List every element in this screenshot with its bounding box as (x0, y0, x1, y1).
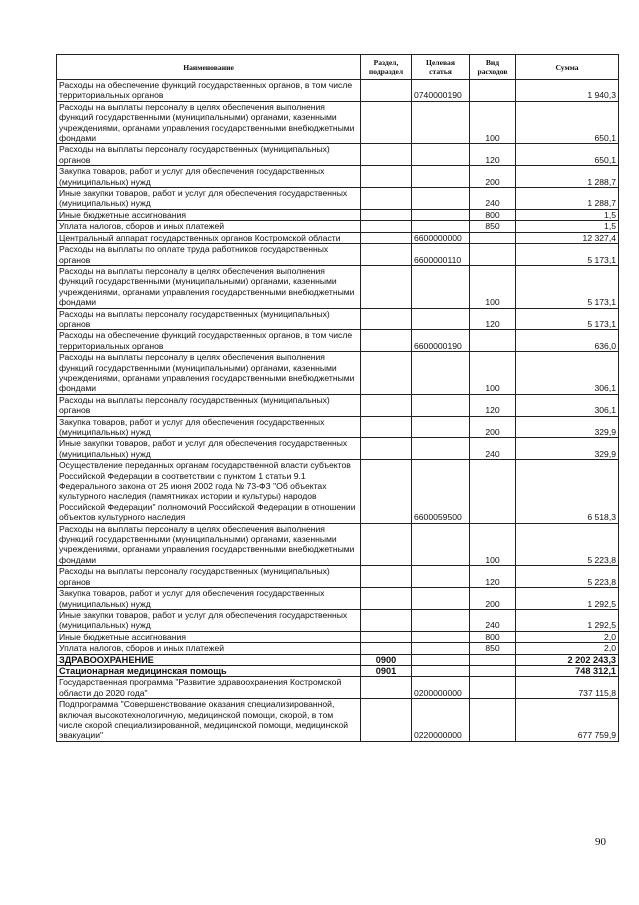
header-target: Целевая статья (412, 55, 470, 80)
cell-name: Закупка товаров, работ и услуг для обеспечения государственных (муниципальных) нужд (57, 166, 361, 188)
cell-section (361, 80, 412, 102)
cell-target: 0200000000 (412, 677, 470, 699)
cell-section (361, 699, 412, 742)
table-row (57, 352, 619, 395)
table-row (57, 438, 619, 460)
cell-name: Государственная программа "Развитие здравоохранения Костромской области до 2020 года" (57, 677, 361, 699)
cell-expense: 240 (470, 438, 516, 460)
cell-name: Стационарная медицинская помощь (57, 665, 361, 676)
table-row (57, 166, 619, 188)
table-row (57, 232, 619, 243)
cell-amount: 5 173,1 (516, 308, 619, 330)
cell-target (412, 144, 470, 166)
cell-target (412, 566, 470, 588)
table-row (57, 699, 619, 742)
cell-name: Расходы на выплаты персоналу в целях обеспечения выполнения функций государственными (муниципальными) органами, казенными учреждениями, органами управления государственными внебюджетными фондами (57, 265, 361, 308)
cell-target (412, 188, 470, 210)
table-row (57, 665, 619, 676)
cell-section (361, 209, 412, 220)
cell-target (412, 643, 470, 654)
cell-name: Иные закупки товаров, работ и услуг для обеспечения государственных (муниципальных) нужд (57, 609, 361, 631)
cell-section (361, 265, 412, 308)
cell-target (412, 394, 470, 416)
cell-amount: 677 759,9 (516, 699, 619, 742)
cell-name: Расходы на выплаты персоналу государственных (муниципальных) органов (57, 566, 361, 588)
cell-name: Уплата налогов, сборов и иных платежей (57, 221, 361, 232)
cell-expense: 120 (470, 566, 516, 588)
cell-target (412, 416, 470, 438)
cell-name: Центральный аппарат государственных органов Костромской области (57, 232, 361, 243)
cell-amount: 1,5 (516, 209, 619, 220)
table-row (57, 330, 619, 352)
cell-section (361, 101, 412, 144)
cell-name: Расходы на выплаты персоналу государственных (муниципальных) органов (57, 308, 361, 330)
cell-expense: 200 (470, 588, 516, 610)
cell-target (412, 166, 470, 188)
cell-section (361, 166, 412, 188)
cell-section (361, 438, 412, 460)
cell-amount: 737 115,8 (516, 677, 619, 699)
table-row (57, 677, 619, 699)
table-row (57, 609, 619, 631)
cell-amount: 1,5 (516, 221, 619, 232)
cell-section (361, 330, 412, 352)
cell-expense: 200 (470, 416, 516, 438)
cell-target: 6600000000 (412, 232, 470, 243)
cell-expense (470, 244, 516, 266)
cell-expense: 120 (470, 144, 516, 166)
cell-expense (470, 665, 516, 676)
cell-expense: 100 (470, 101, 516, 144)
cell-name: Расходы на выплаты персоналу в целях обеспечения выполнения функций государственными (муниципальными) органами, казенными учреждениями, органами управления государственными внебюджетными фондами (57, 523, 361, 566)
cell-target (412, 352, 470, 395)
cell-name: ЗДРАВООХРАНЕНИЕ (57, 654, 361, 665)
cell-section (361, 394, 412, 416)
cell-section (361, 416, 412, 438)
cell-expense: 850 (470, 221, 516, 232)
cell-section (361, 232, 412, 243)
cell-amount: 5 223,8 (516, 523, 619, 566)
cell-section: 0900 (361, 654, 412, 665)
cell-name: Расходы на выплаты персоналу государственных (муниципальных) органов (57, 144, 361, 166)
cell-target: 6600059500 (412, 460, 470, 523)
cell-section (361, 523, 412, 566)
table-row (57, 460, 619, 523)
cell-amount: 1 288,7 (516, 166, 619, 188)
header-name: Наименование (57, 55, 361, 80)
cell-name: Закупка товаров, работ и услуг для обеспечения государственных (муниципальных) нужд (57, 588, 361, 610)
cell-section (361, 221, 412, 232)
cell-amount: 1 940,3 (516, 80, 619, 102)
table-row (57, 308, 619, 330)
cell-name: Уплата налогов, сборов и иных платежей (57, 643, 361, 654)
table-row (57, 265, 619, 308)
cell-expense (470, 80, 516, 102)
cell-section (361, 244, 412, 266)
cell-name: Осуществление переданных органам государственной власти субъектов Российской Федерации в соответствии с пунктом 1 статьи 9.1 Федерального закона от 25 июня 2002 года № 73-ФЗ "Об объектах культурного наследия (памятниках истории и культуры) народов Российской Федерации" полномочий Российской Федерации в отношении объектов культурного наследия (57, 460, 361, 523)
cell-amount: 1 292,5 (516, 588, 619, 610)
cell-amount: 6 518,3 (516, 460, 619, 523)
cell-name: Иные закупки товаров, работ и услуг для обеспечения государственных (муниципальных) нужд (57, 438, 361, 460)
cell-section (361, 460, 412, 523)
cell-target (412, 654, 470, 665)
cell-name: Иные закупки товаров, работ и услуг для обеспечения государственных (муниципальных) нужд (57, 188, 361, 210)
cell-expense: 240 (470, 609, 516, 631)
budget-table (56, 54, 619, 742)
cell-name: Расходы на обеспечение функций государственных органов, в том числе территориальных органов (57, 330, 361, 352)
cell-section (361, 643, 412, 654)
table-row (57, 144, 619, 166)
cell-name: Подпрограмма "Совершенствование оказания специализированной, включая высокотехнологичную, медицинской помощи, скорой, в том числе скорой специализированной, медицинской помощи, медицинской эвакуации" (57, 699, 361, 742)
table-row (57, 523, 619, 566)
header-expense: Вид расходов (470, 55, 516, 80)
cell-target (412, 101, 470, 144)
cell-amount: 5 173,1 (516, 265, 619, 308)
cell-target (412, 308, 470, 330)
cell-expense: 850 (470, 643, 516, 654)
cell-target (412, 523, 470, 566)
cell-target (412, 221, 470, 232)
header-amount: Сумма (516, 55, 619, 80)
cell-section (361, 566, 412, 588)
cell-section (361, 188, 412, 210)
cell-section (361, 677, 412, 699)
table-row (57, 209, 619, 220)
cell-section (361, 308, 412, 330)
cell-amount: 329,9 (516, 438, 619, 460)
cell-target: 6600000190 (412, 330, 470, 352)
cell-expense: 120 (470, 308, 516, 330)
cell-name: Расходы на выплаты персоналу государственных (муниципальных) органов (57, 394, 361, 416)
cell-expense (470, 460, 516, 523)
cell-name: Расходы на выплаты персоналу в целях обеспечения выполнения функций государственными (муниципальными) органами, казенными учреждениями, органами управления государственными внебюджетными фондами (57, 352, 361, 395)
table-header-row (57, 55, 619, 80)
cell-amount: 748 312,1 (516, 665, 619, 676)
cell-expense (470, 654, 516, 665)
cell-amount: 636,0 (516, 330, 619, 352)
cell-section (361, 144, 412, 166)
header-section: Раздел, подраздел (361, 55, 412, 80)
cell-amount: 2 202 243,3 (516, 654, 619, 665)
cell-expense (470, 699, 516, 742)
cell-amount: 2,0 (516, 643, 619, 654)
cell-expense: 100 (470, 523, 516, 566)
cell-target: 6600000110 (412, 244, 470, 266)
table-row (57, 588, 619, 610)
cell-expense (470, 330, 516, 352)
cell-expense: 800 (470, 631, 516, 642)
cell-amount: 650,1 (516, 101, 619, 144)
table-row (57, 394, 619, 416)
cell-section (361, 352, 412, 395)
cell-target (412, 588, 470, 610)
table-row (57, 654, 619, 665)
cell-amount: 5 223,8 (516, 566, 619, 588)
table-row (57, 80, 619, 102)
table-row (57, 566, 619, 588)
cell-amount: 2,0 (516, 631, 619, 642)
table-row (57, 244, 619, 266)
cell-amount: 329,9 (516, 416, 619, 438)
cell-target: 0740000190 (412, 80, 470, 102)
cell-name: Расходы на выплаты персоналу в целях обеспечения выполнения функций государственными (муниципальными) органами, казенными учреждениями, органами управления государственными внебюджетными фондами (57, 101, 361, 144)
cell-target (412, 631, 470, 642)
cell-target: 0220000000 (412, 699, 470, 742)
cell-expense: 100 (470, 265, 516, 308)
table-row (57, 631, 619, 642)
cell-name: Расходы на обеспечение функций государственных органов, в том числе территориальных органов (57, 80, 361, 102)
cell-amount: 306,1 (516, 352, 619, 395)
cell-amount: 12 327,4 (516, 232, 619, 243)
cell-name: Иные бюджетные ассигнования (57, 631, 361, 642)
cell-section (361, 609, 412, 631)
cell-amount: 5 173,1 (516, 244, 619, 266)
table-row (57, 101, 619, 144)
cell-expense: 100 (470, 352, 516, 395)
cell-target (412, 438, 470, 460)
cell-expense: 120 (470, 394, 516, 416)
cell-amount: 1 288,7 (516, 188, 619, 210)
page-number: 90 (595, 836, 606, 848)
cell-amount: 650,1 (516, 144, 619, 166)
cell-target (412, 609, 470, 631)
cell-target (412, 209, 470, 220)
cell-section (361, 631, 412, 642)
table-row (57, 416, 619, 438)
cell-name: Закупка товаров, работ и услуг для обеспечения государственных (муниципальных) нужд (57, 416, 361, 438)
cell-amount: 306,1 (516, 394, 619, 416)
cell-amount: 1 292,5 (516, 609, 619, 631)
table-row (57, 188, 619, 210)
cell-name: Расходы на выплаты по оплате труда работников государственных органов (57, 244, 361, 266)
table-body (57, 80, 619, 742)
table-row (57, 221, 619, 232)
cell-expense: 200 (470, 166, 516, 188)
table-row (57, 643, 619, 654)
cell-expense (470, 232, 516, 243)
cell-expense: 240 (470, 188, 516, 210)
cell-section (361, 588, 412, 610)
cell-target (412, 265, 470, 308)
cell-section: 0901 (361, 665, 412, 676)
cell-target (412, 665, 470, 676)
cell-expense: 800 (470, 209, 516, 220)
cell-expense (470, 677, 516, 699)
cell-name: Иные бюджетные ассигнования (57, 209, 361, 220)
